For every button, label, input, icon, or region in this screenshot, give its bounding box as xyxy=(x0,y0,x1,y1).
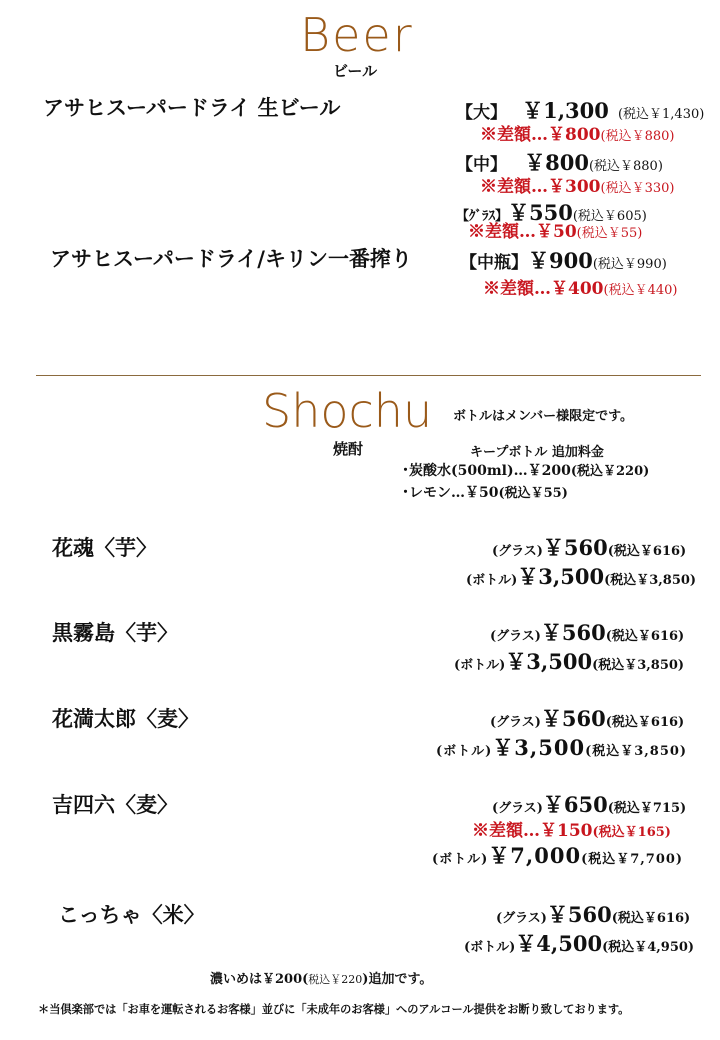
diff-label: ※差額… xyxy=(480,125,548,145)
bottle-price: ￥3,500 xyxy=(505,649,593,674)
diff-tax: (税込￥880) xyxy=(600,129,675,144)
shochu-item-name: こっちゃ〈米〉 xyxy=(58,902,205,927)
diff-label: ※差額… xyxy=(472,821,540,841)
size-label: 【中瓶】 xyxy=(460,253,528,273)
bottle-price-row xyxy=(454,646,684,676)
tax-price: (税込￥880) xyxy=(588,159,663,174)
bottle-price: ￥4,500 xyxy=(515,931,603,956)
diff-row xyxy=(483,274,677,299)
keep-item xyxy=(402,460,649,480)
price: ￥800 xyxy=(524,150,589,175)
glass-price-row xyxy=(490,617,684,647)
bottle-tax: (税込￥3,850) xyxy=(585,744,688,759)
glass-label: (グラス) xyxy=(490,629,541,644)
bottle-tax: (税込￥3,850) xyxy=(592,658,685,673)
glass-tax: (税込￥616) xyxy=(605,629,685,644)
bottle-price: ￥3,500 xyxy=(492,735,586,760)
diff-row xyxy=(480,120,674,145)
diff-row xyxy=(468,217,642,242)
bottle-label: (ボトル) xyxy=(466,573,518,588)
diff-tax: (税込￥330) xyxy=(600,181,675,196)
price: ￥1,300 xyxy=(522,98,609,123)
keep-item xyxy=(402,482,568,502)
diff-row xyxy=(472,816,671,841)
beer-item-name: アサヒスーパードライ/キリン一番搾り xyxy=(50,246,412,271)
bottle-label: (ボトル) xyxy=(464,940,516,955)
diff-row xyxy=(480,172,674,197)
strong-drink-note xyxy=(210,968,432,987)
beer-subtitle: ビール xyxy=(333,62,378,80)
keep-bottle-title: キープボトル 追加料金 xyxy=(470,445,604,460)
bottle-tax: (税込￥7,700) xyxy=(581,852,684,867)
shochu-item-name: 黒霧島〈芋〉 xyxy=(52,620,178,645)
diff-label: ※差額… xyxy=(483,279,551,299)
alcohol-policy-footer: ＊当倶楽部では「お車を運転されるお客様」並びに「未成年のお客様」へのアルコール提供をお断り致しております。 xyxy=(38,1002,630,1016)
glass-tax: (税込￥616) xyxy=(605,715,685,730)
glass-price-row xyxy=(490,703,684,733)
tax-price: (税込￥1,430) xyxy=(617,107,705,122)
glass-price: ￥560 xyxy=(540,620,606,645)
glass-label: (グラス) xyxy=(492,544,543,559)
bottle-tax: (税込￥3,850) xyxy=(604,573,697,588)
diff-tax: (税込￥165) xyxy=(592,825,671,840)
bottle-price-row xyxy=(432,840,683,870)
glass-price-row xyxy=(492,789,686,819)
glass-price-row xyxy=(492,532,686,562)
shochu-subtitle: 焼酎 xyxy=(333,440,364,458)
glass-tax: (税込￥715) xyxy=(607,801,687,816)
diff-price: ￥150 xyxy=(540,821,593,841)
glass-price: ￥650 xyxy=(542,792,608,817)
diff-tax: (税込￥440) xyxy=(603,283,678,298)
shochu-item-name: 吉四六〈麦〉 xyxy=(52,792,178,817)
diff-price: ￥50 xyxy=(536,222,577,242)
diff-price: ￥400 xyxy=(551,279,604,299)
note-part: 濃いめは￥200( xyxy=(210,972,309,987)
bottle-tax: (税込￥4,950) xyxy=(602,940,695,955)
glass-price: ￥560 xyxy=(546,902,612,927)
tax-price: (税込￥990) xyxy=(592,257,667,272)
diff-tax: (税込￥55) xyxy=(576,226,643,241)
bottle-label: (ボトル) xyxy=(454,658,506,673)
size-label: 【ｸﾞﾗｽ】 xyxy=(456,209,509,224)
section-divider xyxy=(36,375,701,376)
bottle-price-row xyxy=(436,732,687,762)
glass-label: (グラス) xyxy=(492,801,543,816)
keep-item-label: ･炭酸水(500ml)… xyxy=(402,463,528,479)
diff-price: ￥300 xyxy=(548,177,601,197)
bottle-member-note: ボトルはメンバー様限定です。 xyxy=(453,409,634,424)
bottle-price: ￥3,500 xyxy=(517,564,605,589)
bottle-label: (ボトル) xyxy=(432,852,489,867)
bottle-label: (ボトル) xyxy=(436,744,493,759)
keep-item-label: ･レモン… xyxy=(402,485,465,501)
bottle-price: ￥7,000 xyxy=(488,843,582,868)
price-row xyxy=(460,245,667,275)
shochu-item-name: 花魂〈芋〉 xyxy=(52,535,157,560)
diff-label: ※差額… xyxy=(468,222,536,242)
tax-price: (税込￥605) xyxy=(572,209,647,224)
bottle-price-row xyxy=(464,928,694,958)
shochu-title: Shochu xyxy=(262,384,433,438)
note-tax: 税込￥220 xyxy=(308,973,363,986)
price: ￥900 xyxy=(528,248,593,273)
glass-label: (グラス) xyxy=(490,715,541,730)
glass-price: ￥560 xyxy=(540,706,606,731)
beer-title: Beer xyxy=(300,8,414,62)
diff-label: ※差額… xyxy=(480,177,548,197)
price: ￥550 xyxy=(508,200,573,225)
glass-price: ￥560 xyxy=(542,535,608,560)
glass-tax: (税込￥616) xyxy=(611,911,691,926)
bottle-price-row xyxy=(466,561,696,591)
note-part: )追加です。 xyxy=(362,972,433,987)
beer-item-name: アサヒスーパードライ 生ビール xyxy=(43,95,341,120)
size-label: 【大】 xyxy=(456,103,507,123)
size-label: 【中】 xyxy=(456,155,507,175)
keep-item-tax: (税込￥55) xyxy=(498,486,568,501)
keep-item-price: ￥50 xyxy=(465,485,499,501)
keep-item-tax: (税込￥220) xyxy=(570,464,650,479)
diff-price: ￥800 xyxy=(548,125,601,145)
glass-tax: (税込￥616) xyxy=(607,544,687,559)
shochu-item-name: 花満太郎〈麦〉 xyxy=(52,706,199,731)
glass-label: (グラス) xyxy=(496,911,547,926)
keep-item-price: ￥200 xyxy=(527,463,571,479)
glass-price-row xyxy=(496,899,690,929)
